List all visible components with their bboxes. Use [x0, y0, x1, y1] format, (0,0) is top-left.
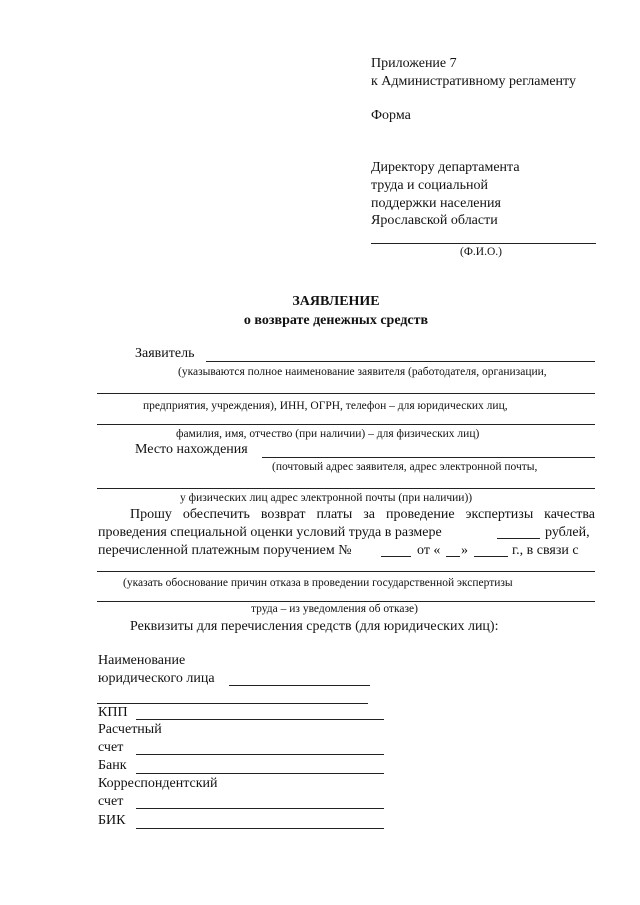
reason-field-line-2[interactable] — [97, 601, 595, 602]
payment-order-number-field[interactable] — [381, 556, 411, 557]
request-line-1: Прошу обеспечить возврат платы за проведение экспертизы качества — [130, 507, 595, 522]
applicant-field-line-2[interactable] — [97, 393, 595, 394]
location-field-line[interactable] — [262, 457, 595, 458]
payment-month-year-field[interactable] — [474, 556, 508, 557]
bank-field[interactable] — [136, 773, 384, 774]
kpp-field[interactable] — [136, 719, 384, 720]
request-line-2-currency: рублей, — [545, 525, 590, 540]
fio-hint: (Ф.И.О.) — [460, 246, 502, 258]
reason-hint-1: (указать обоснование причин отказа в проведении государственной экспертизы — [123, 577, 513, 589]
addressee-line-2: труда и социальной — [371, 178, 488, 193]
applicant-hint-3: фамилия, имя, отчество (при наличии) – для физических лиц) — [176, 428, 480, 440]
fio-field-line[interactable] — [371, 243, 596, 244]
legal-name-label-1: Наименование — [98, 653, 186, 668]
applicant-label: Заявитель — [135, 346, 195, 361]
applicant-hint-2: предприятия, учреждения), ИНН, ОГРН, телефон – для юридических лиц, — [143, 400, 508, 412]
request-date-open: от « — [417, 543, 441, 558]
addressee-line-1: Директору департамента — [371, 160, 520, 175]
bik-label: БИК — [98, 813, 126, 828]
request-date-close: » — [461, 543, 468, 558]
legal-name-field-2[interactable] — [97, 703, 368, 704]
location-field-line-2[interactable] — [97, 488, 595, 489]
corr-account-field[interactable] — [136, 808, 384, 809]
account-field[interactable] — [136, 754, 384, 755]
document-subtitle: о возврате денежных средств — [243, 313, 429, 328]
applicant-field-line[interactable] — [206, 361, 595, 362]
applicant-field-line-3[interactable] — [97, 424, 595, 425]
amount-field[interactable] — [497, 538, 540, 539]
request-line-3-tail: г., в связи с — [512, 543, 579, 558]
applicant-hint-1: (указываются полное наименование заявителя (работодателя, организации, — [178, 366, 547, 378]
form-label: Форма — [371, 108, 411, 123]
bank-label: Банк — [98, 758, 127, 773]
corr-account-label-2: счет — [98, 794, 124, 809]
request-line-3-text: перечисленной платежным поручением № — [98, 543, 352, 558]
requisites-heading: Реквизиты для перечисления средств (для юридических лиц): — [130, 619, 499, 634]
legal-name-label-2: юридического лица — [98, 671, 215, 686]
addressee-line-4: Ярославской области — [371, 213, 498, 228]
request-line-2-text: проведения специальной оценки условий труда в размере — [98, 525, 442, 540]
location-hint-1: (почтовый адрес заявителя, адрес электронной почты, — [272, 461, 538, 473]
corr-account-label-1: Корреспондентский — [98, 776, 218, 791]
payment-day-field[interactable] — [446, 556, 460, 557]
document-title: ЗАЯВЛЕНИЕ — [292, 294, 380, 309]
account-label-1: Расчетный — [98, 722, 162, 737]
bik-field[interactable] — [136, 828, 384, 829]
kpp-label: КПП — [98, 705, 128, 720]
reason-hint-2: труда – из уведомления об отказе) — [251, 603, 418, 615]
location-label: Место нахождения — [135, 442, 248, 457]
appendix-number: Приложение 7 — [371, 56, 457, 71]
reason-field-line[interactable] — [97, 571, 595, 572]
appendix-reference: к Административному регламенту — [371, 74, 576, 89]
addressee-line-3: поддержки населения — [371, 196, 501, 211]
account-label-2: счет — [98, 740, 124, 755]
location-hint-2: у физических лиц адрес электронной почты (при наличии)) — [180, 492, 473, 504]
legal-name-field[interactable] — [229, 685, 370, 686]
